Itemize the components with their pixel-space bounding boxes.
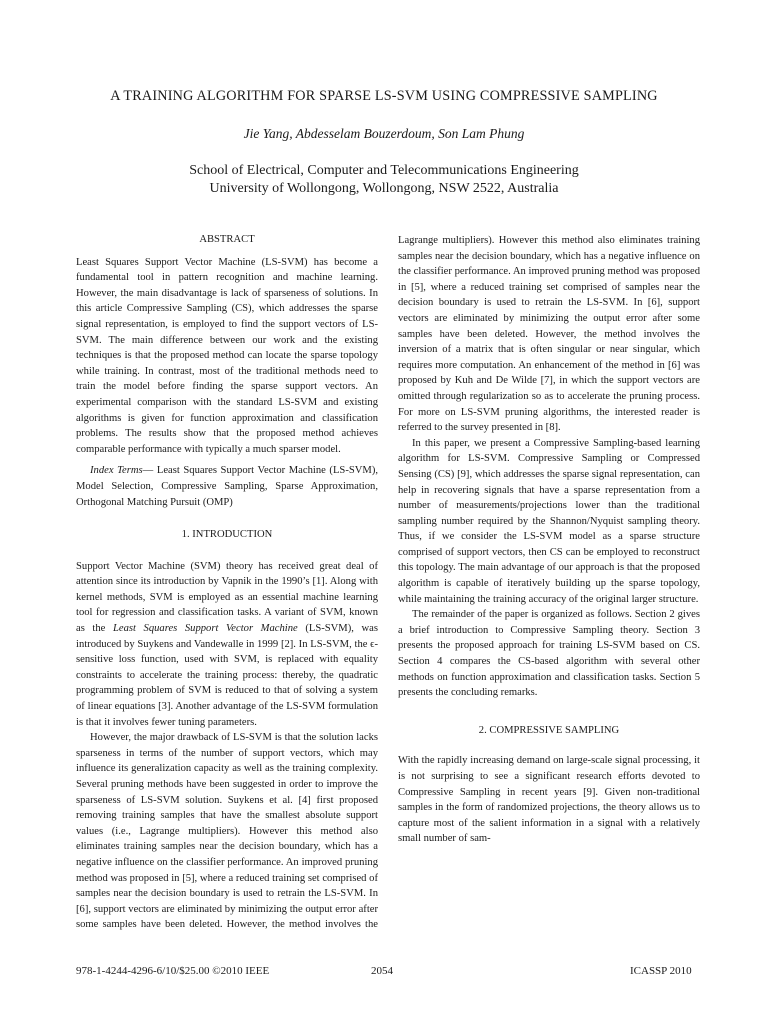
section-heading-introduction: 1. INTRODUCTION [181, 529, 273, 541]
intro-paragraph-1 [76, 559, 378, 731]
abstract-heading: ABSTRACT [199, 234, 255, 245]
intro-paragraph-2-cont: Lagrange multipliers). However this method also eliminates training samples near the decision boundary, which has a negative influence on the classifier performance. An improved pruning method was proposed in [5], where a reduced training set comprised of samples near the decision boundary is used to retrain the LS-SVM. In [6], support vectors are eliminated by minimizing the output error after some samples have been deleted. However, the method involves the inversion of a matrix that is often singular or near singular, which requires more computation. An enhancement of the method in [6] was proposed by Kuh and De Wilde [7], in which the support vectors are omitted through regularization so as to accelerate the pruning process. For more on LS-SVM pruning algorithms, the interested reader is referred to the survey presented in [8]. [398, 235, 700, 434]
affiliation [0, 162, 768, 198]
intro-text: Support Vector Machine (SVM) theory has received great deal of attention since its introduction by Vapnik in the 1990’s [1]. Along with kernel methods, SVM is employed as an essential machine learning tool for regression and classification tasks. A variant of SVM, known as the [76, 560, 378, 635]
section-heading-compressive-sampling: 2. COMPRESSIVE SAMPLING [478, 724, 620, 736]
paper-title: A TRAINING ALGORITHM FOR SPARSE LS-SVM USING COMPRESSIVE SAMPLING [110, 88, 658, 104]
intro-emphasis: Least Squares Support Vector Machine [112, 623, 298, 635]
intro-paragraph-3: In this paper, we present a Compressive Sampling-based learning algorithm for LS-SVM. Compressive Sampling or Compressed Sensing (CS) [9], which addresses the sparse signal representation, can help in recovering signals that have a sparse representation from a number of measurements/projections lower than the traditional sampling number required by the Shannon/Nyquist sampling theory. Thus, if we consider the LS-SVM model as a sparse structure comprised of support vectors, then CS can be employed to reconstruct this topology. The main advantage of our approach is that the proposed algorithm is capable of iteratively building up the sparse topology, while maintaining the training accuracy of the original larger structure. [398, 437, 700, 605]
intro-paragraph-4: The remainder of the paper is organized as follows. Section 2 gives a brief introduction to Compressive Sampling theory. Section 3 presents the proposed approach for training LS-SVM based on CS. Section 4 compares the CS-based algorithm with several other methods on function approximation and classification tasks. Section 5 presents the concluding remarks. [398, 609, 700, 699]
index-terms-label: Index Terms [90, 465, 143, 477]
footer-conference: ICASSP 2010 [630, 965, 692, 977]
right-column [398, 233, 700, 847]
abstract-body: Least Squares Support Vector Machine (LS-SVM) has become a fundamental tool in pattern recognition and machine learning. However, the main disadvantage is lack of sparseness of solutions. In this article Compressive Sampling (CS), which addresses the sparse signal representation, is employed to find the support vectors of LS-SVM. The main difference between our work and the existing techniques is that the proposed method can locate the sparse topology while training. In contrast, most of the traditional methods need to train the model before finding the sparse support vectors. An experimental comparison with the standard LS-SVM and existing algorithms is given for function approximation and classification problems. The results show that the proposed method achieves comparable performance with typically a much sparser model. [76, 256, 378, 455]
affiliation-line: University of Wollongong, Wollongong, NSW 2522, Australia [209, 181, 559, 196]
intro-paragraph-2: However, the major drawback of LS-SVM is that the solution lacks sparseness in terms of the number of support vectors, which may influence its generalization capacity as well as the training complexity. Several pruning methods have been suggested in order to improve the sparseness of LS-SVM solution. Suykens et al. [4] first proposed removing training samples that have the smallest absolute support values (i.e., Lagrange multipliers). However this method also eliminates training samples near the decision boundary, which has a negative influence on the classifier performance. An improved pruning method was proposed in [5], where a reduced training set comprised of samples near the decision boundary is used to retrain the LS-SVM. In [6], support vectors are eliminated by minimizing the output error after some samples have been deleted. However, the method involves the [76, 732, 378, 931]
left-column [76, 232, 378, 933]
footer-page-number: 2054 [371, 965, 393, 977]
author-list: Jie Yang, Abdesselam Bouzerdoum, Son Lam Phung [243, 126, 525, 141]
footer-isbn: 978-1-4244-4296-6/10/$25.00 ©2010 IEEE [76, 965, 270, 977]
index-terms [76, 463, 378, 510]
index-terms-text: — Least Squares Support Vector Machine (LS-SVM), Model Selection, Compressive Sampling, Sparse Approximation, Orthogonal Matching Pursuit (OMP) [76, 465, 378, 508]
affiliation-line: School of Electrical, Computer and Telecommunications Engineering [189, 163, 579, 178]
intro-text: (LS-SVM), was introduced by Suykens and Vandewalle in 1999 [2]. In LS-SVM, the ϵ-sensitive loss function, used with SVM, is replaced with equality constraints to accelerate the training process: thereby, the quadratic programming problem of SVM is reduced to that of solving a system of linear equations [3]. Another advantage of the LS-SVM formulation is that it involves fewer tuning parameters. [76, 623, 378, 728]
cs-paragraph-1: With the rapidly increasing demand on large-scale signal processing, it is not surprising to see a significant research efforts devoted to Compressive Sampling in recent years [9]. Given non-traditional samples in the form of randomized projections, the theory allows us to capture most of the salient information in a signal with a relatively small number of sam- [398, 755, 700, 845]
